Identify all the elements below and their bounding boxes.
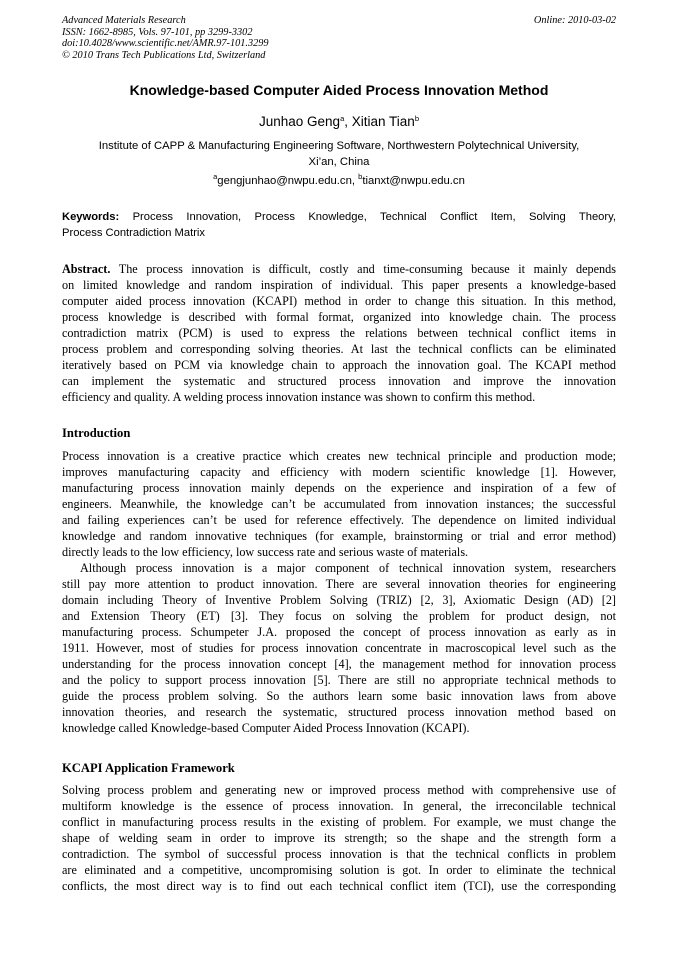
author-mark: a — [340, 114, 345, 123]
paragraph-line: conflicts, the most direct way is to find out each technical conflict item (TCI), use the corresponding — [62, 879, 616, 893]
paragraph-line: guide the process problem solving. So the authors learn some basic innovation laws from above — [62, 689, 616, 703]
paragraph-line: manufacturing process innovation mainly depends on the experience and inspiration of a few of — [62, 481, 616, 495]
keywords — [62, 210, 616, 242]
paragraph-line: and the policy to support process innovation [5]. There are still no appropriate technical methods to — [62, 673, 616, 687]
paragraph-line: understanding for the process innovation concept [4], the management method for innovation process — [62, 657, 616, 671]
author-mark: b — [414, 114, 419, 123]
paragraph-line: innovation theories, and research the systematic, structured process innovation method based on — [62, 705, 616, 719]
author-separator: , — [344, 114, 352, 129]
online-date: Online: 2010-03-02 — [533, 15, 616, 26]
abstract-line: process knowledge is described with formal format, organized into knowledge chain. The process — [62, 310, 616, 324]
email-link[interactable]: gengjunhao@nwpu.edu.cn, — [217, 175, 359, 187]
paragraph-line: improves manufacturing capacity and efficiency with modern scientific knowledge [1]. However, — [62, 465, 616, 479]
author-name: Xitian Tian — [351, 114, 415, 129]
paragraph-line: and failing experiences can’t be used for reference effectively. The dependence on limited individual — [62, 513, 616, 527]
paragraph-line: Solving process problem and generating new or improved process method with comprehensive use of — [62, 783, 616, 797]
abstract — [62, 261, 616, 405]
paper-title: Knowledge-based Computer Aided Process Innovation Method — [129, 82, 549, 98]
keywords-text: Process Innovation, Process Knowledge, Technical Conflict Item, Solving Theory, — [119, 211, 616, 223]
abstract-line: process problem and corresponding solving theories. At last the technical conflicts can be eliminated — [62, 342, 616, 356]
keywords-line: Process Contradiction Matrix — [62, 227, 206, 239]
journal-copyright: © 2010 Trans Tech Publications Ltd, Switzerland — [62, 49, 266, 61]
paragraph-line: and Extension Theory (ET) [3]. They focus on solving the problem for product design, not — [62, 609, 616, 623]
email-link[interactable]: tianxt@nwpu.edu.cn — [362, 175, 465, 187]
author-emails — [62, 173, 616, 189]
paragraph-line: engineers. Meanwhile, the knowledge can’t be accumulated from innovation instances; the successful — [62, 497, 616, 511]
author-name: Junhao Geng — [259, 114, 341, 129]
abstract-line: can implement the systematic and structured process innovation and improve the innovation — [62, 374, 616, 388]
paragraph-line: still pay more attention to product innovation. There are several innovation theories for engineering — [62, 577, 616, 591]
introduction-body — [62, 448, 616, 736]
keywords-label: Keywords: — [62, 211, 120, 223]
paragraph-line: knowledge called Knowledge-based Computer Aided Process Innovation (KCAPI). — [62, 721, 470, 735]
paragraph-line: conflict in manufacturing process results in the existing of problem. For example, we must change the — [62, 815, 616, 829]
affiliation-line: Xi’an, China — [308, 156, 370, 168]
journal-doi[interactable]: doi:10.4028/www.scientific.net/AMR.97-101.3299 — [62, 38, 269, 49]
affiliation-line: Institute of CAPP & Manufacturing Engineering Software, Northwestern Polytechnical University, — [98, 140, 580, 152]
journal-header — [62, 15, 616, 61]
abstract-label: Abstract. — [62, 262, 111, 276]
section-heading-introduction: Introduction — [62, 426, 131, 440]
paragraph-line: domain including Theory of Inventive Problem Solving (TRIZ) [2, 3], Axiomatic Design (AD) [2] — [62, 593, 616, 607]
journal-name: Advanced Materials Research — [62, 15, 186, 26]
paragraph-line: Process innovation is a creative practice which creates new technical principle and production mode; — [62, 449, 616, 463]
author-list — [62, 113, 616, 131]
paragraph-line: directly leads to the low efficiency, low success rate and serious waste of materials. — [62, 545, 469, 559]
paragraph-line: multiform knowledge is the essence of process innovation. In general, the irreconcilable technical — [62, 799, 616, 813]
abstract-line: computer aided process innovation (KCAPI) method in order to change this situation. In this method, — [62, 294, 616, 308]
affiliation — [62, 138, 616, 170]
paragraph-line: 1911. However, most of studies for process innovation concentrate in macroscopical level such as the — [62, 641, 616, 655]
paragraph-line: Although process innovation is a major component of technical innovation system, researchers — [80, 561, 616, 575]
abstract-line: iteratively based on PCM via knowledge chain to approach the innovation goal. The KCAPI method — [62, 358, 616, 372]
abstract-line: contradiction matrix (PCM) is used to express the relations between technical conflict items in — [62, 326, 616, 340]
keywords-line — [62, 210, 616, 226]
framework-body — [62, 782, 616, 894]
paragraph-line: are eliminated and a competitive, uncompromising solution is got. In order to eliminate the technical — [62, 863, 616, 877]
paragraph-line: contradiction. The symbol of successful process innovation is that the technical conflicts in problem — [62, 847, 616, 861]
abstract-line: on limited knowledge and random inspiration of individual. This paper presents a knowledge-based — [62, 278, 616, 292]
journal-issn: ISSN: 1662-8985, Vols. 97-101, pp 3299-3302 — [62, 26, 253, 38]
email-mark: a — [213, 172, 218, 181]
abstract-line: efficiency and quality. A welding process innovation instance was shown to confirm this method. — [62, 390, 536, 404]
abstract-text: The process innovation is difficult, costly and time-consuming because it mainly depends — [110, 262, 616, 276]
paragraph-line: knowledge and random innovative techniques (for example, brainstorming or trial and error method) — [62, 529, 616, 543]
paragraph-line: manufacturing process. Schumpeter J.A. proposed the concept of process innovation as early as in — [62, 625, 616, 639]
email-mark: b — [358, 172, 363, 181]
section-heading-framework: KCAPI Application Framework — [62, 761, 235, 775]
paragraph-line: shape of welding seam in order to improve its strength; so the shape and the strength form a — [62, 831, 616, 845]
abstract-line — [62, 261, 616, 277]
